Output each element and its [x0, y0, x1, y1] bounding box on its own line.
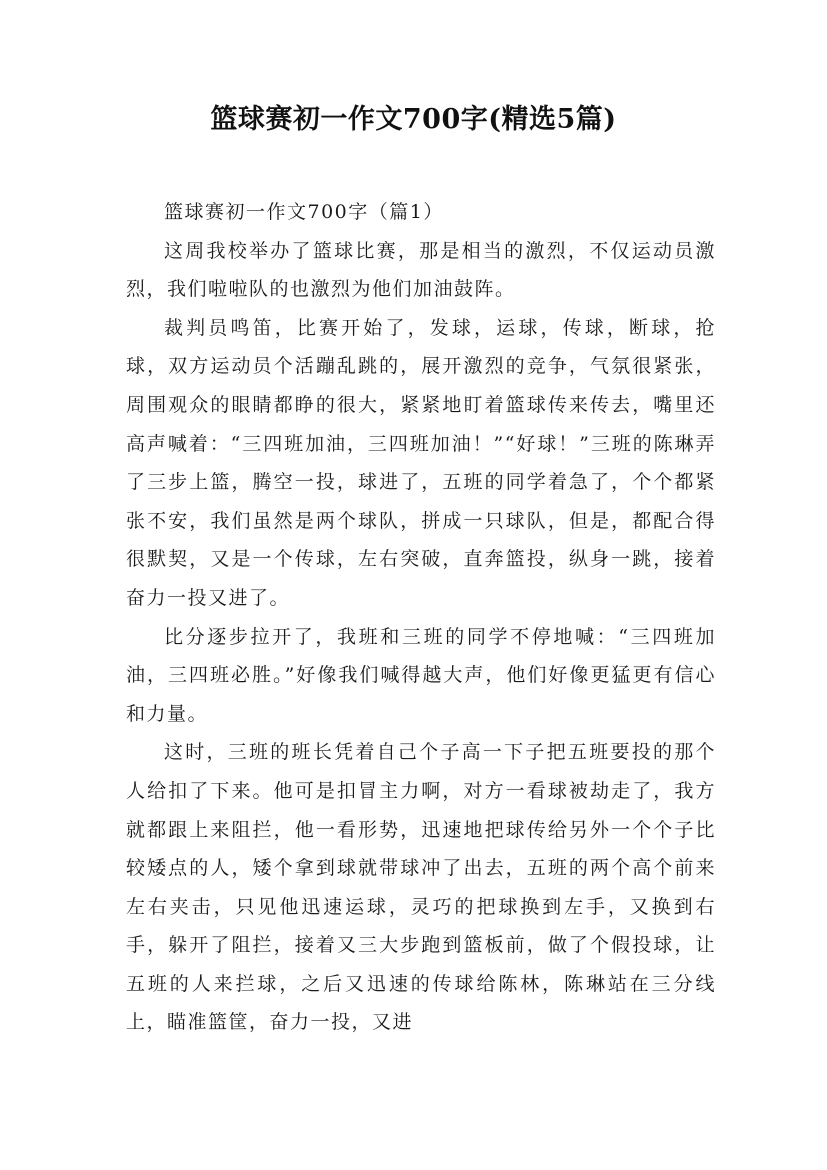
document-title: 篮球赛初一作文700字(精选5篇): [210, 104, 617, 135]
section-heading: 篮球赛初一作文700字（篇1）: [164, 201, 444, 223]
paragraph-4: 这时，三班的班长凭着自己个子高一下子把五班要投的那个人给扣了下来。他可是扣冒主力啊，对方一看球被劫走了，我方就都跟上来阻拦，他一看形势，迅速地把球传给另外一个个子比较矮点的人，矮个拿到球就带球冲了出去，五班的两个高个前来左右夹击，只见他迅速运球，灵巧的把球换到左手，又换到右手，躲开了阻拦，接着又三大步跑到篮板前，做了个假投球，让五班的人来拦球，之后又迅速的传球给陈林，陈琳站在三分线上，瞄准篮筐，奋力一投，又进: [126, 741, 716, 1034]
document-body: [126, 193, 716, 1042]
paragraph-3: 比分逐步拉开了，我班和三班的同学不停地喊：“三四班加油，三四班必胜。”好像我们喊得越大声，他们好像更猛更有信心和力量。: [126, 625, 716, 725]
paragraph-2: 裁判员鸣笛，比赛开始了，发球，运球，传球，断球，抢球，双方运动员个活蹦乱跳的，展开激烈的竞争，气氛很紧张，周围观众的眼睛都睁的很大，紧紧地盯着篮球传来传去，嘴里还高声喊着：“三四班加油，三四班加油！”“好球！”三班的陈琳弄了三步上篮，腾空一投，球进了，五班的同学着急了，个个都紧张不安，我们虽然是两个球队，拼成一只球队，但是，都配合得很默契，又是一个传球，左右突破，直奔篮投，纵身一跳，接着奋力一投又进了。: [126, 316, 716, 609]
paragraph-1: 这周我校举办了篮球比赛，那是相当的激烈，不仅运动员激烈，我们啦啦队的也激烈为他们加油鼓阵。: [126, 239, 716, 301]
